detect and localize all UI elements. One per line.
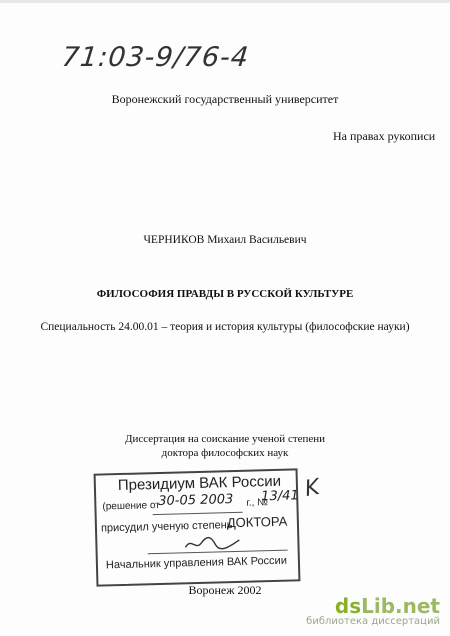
dissertation-title: ФИЛОСОФИЯ ПРАВДЫ В РУССКОЙ КУЛЬТУРЕ [96, 288, 354, 300]
university-name: Воронежский государственный университет [111, 92, 339, 106]
scan-edge [0, 0, 450, 3]
stamp-decision-label: (решение от [102, 499, 160, 513]
dslib-watermark [306, 594, 440, 627]
watermark-logo-right: Lib.net [361, 594, 440, 618]
stamp-number-label: г., № [246, 497, 269, 509]
city-year: Воронеж 2002 [188, 583, 262, 597]
stamp-date [158, 492, 233, 509]
manuscript-rights-note: На правах рукописи [333, 129, 436, 143]
watermark-logo-left: ds [334, 594, 362, 618]
author-name: ЧЕРНИКОВ Михаил Васильевич [143, 234, 307, 246]
degree-line-2: доктора философских наук [161, 447, 289, 459]
specialty-line: Специальность 24.00.01 – теория и история культуры (философские науки) [40, 321, 410, 333]
degree-line-1: Диссертация на соискание ученой степени [124, 433, 326, 445]
stamp-number: 13/41 [261, 488, 299, 505]
stamp-date-year: 2003 [200, 492, 234, 508]
stamp-title: Президиум ВАК России [117, 472, 282, 495]
stamp-conferred-label: присудил ученую степень [100, 519, 233, 535]
handwritten-mark: K [302, 474, 322, 503]
watermark-logo [306, 594, 440, 618]
archive-number-handwritten: 71:03-9/76-4 [60, 42, 251, 73]
stamp-head-label: Начальник управления ВАК России [105, 554, 288, 572]
vak-stamp [94, 468, 301, 586]
watermark-subtitle: библиотека диссертаций [306, 616, 440, 627]
stamp-date-day: 30-05 [158, 493, 197, 510]
stamp-degree: ДОКТОРА [226, 513, 288, 531]
